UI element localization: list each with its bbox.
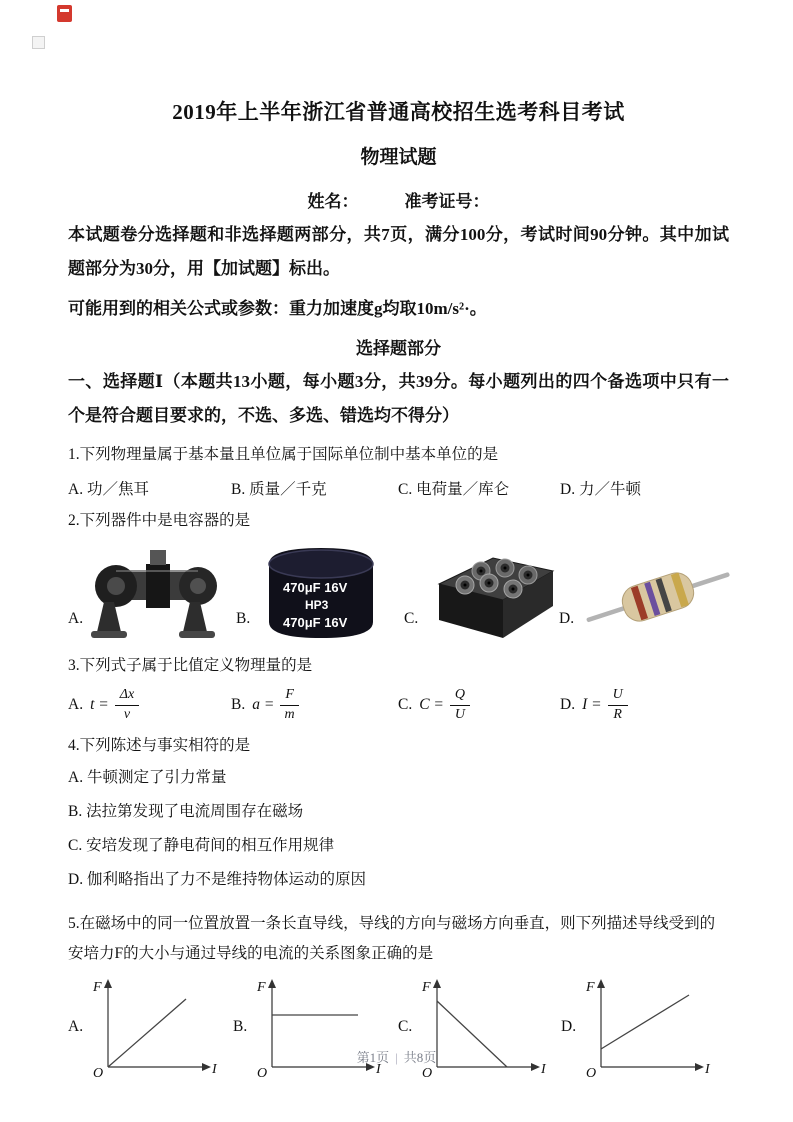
demo-motor-photo [88,540,226,644]
q2-option-c [404,544,559,644]
origin-label: O [93,1065,104,1077]
fraction-denominator: R [613,706,622,722]
q5-option-c-label: C. [398,1017,413,1035]
footer-current-page: 第1页 [356,1050,390,1065]
fraction-numerator: U [608,687,628,706]
origin-label: O [422,1065,433,1077]
q3-option-a-label: A. [68,696,84,714]
q2-option-b [236,540,404,644]
q4-option-d: D. 伽利略指出了力不是维持物体运动的原因 [68,870,366,888]
formula-lhs: a = [252,696,275,714]
q3-option-a-formula [90,687,139,724]
q2-options-row [68,540,729,644]
q3-option-a [68,687,231,724]
exam-id-label: 准考证号： [404,192,490,211]
q2-option-b-label: B. [236,610,251,627]
part1-header: 一、选择题Ⅰ（本题共13小题，每小题3分，共39分。每小题列出的四个备选项中只有一个是符合题目要求的，不选、多选、错选均不得分） [68,372,729,425]
page-title: 2019年上半年浙江省普通高校招生选考科目考试 [172,100,625,124]
electrolytic-capacitor-photo [255,540,387,644]
formula-fraction [115,687,139,724]
q3-option-d-formula [582,687,628,724]
resistor-photo [579,550,737,644]
q5-stem: 5.在磁场中的同一位置放置一条长直导线，导线的方向与磁场方向垂直，则下列描述导线受到的安培力F的大小与通过导线的电流的关系图象正确的是 [68,914,716,962]
q3-option-d-label: D. [560,696,576,714]
q2-option-d [559,550,737,644]
q3-option-d [560,687,729,724]
formula-note: 可能用到的相关公式或参数：重力加速度g均取10m/s²·。 [68,299,487,318]
gray-page-icon [32,36,45,49]
origin-label: O [257,1065,268,1077]
q3-option-c [398,687,560,724]
q1-option-b: B. 质量／千克 [231,481,327,498]
q3-options-row [68,687,729,724]
y-axis-label: F [422,979,431,995]
x-axis-label: I [541,1061,546,1077]
fraction-numerator: Q [450,687,470,706]
y-axis-label: F [257,979,266,995]
q1-option-c: C. 电荷量／库仑 [398,481,510,498]
fraction-denominator: U [454,706,466,722]
q2-option-a [68,540,236,644]
q4-option-a: A. 牛顿测定了引力常量 [68,768,227,786]
q3-option-b [231,687,398,724]
section-header: 选择题部分 [356,339,441,358]
x-axis-label: I [705,1061,710,1077]
footer-separator: | [395,1050,398,1065]
formula-lhs: t = [90,696,109,714]
q5-option-b-label: B. [233,1017,248,1035]
q3-option-b-label: B. [231,696,246,714]
q3-option-b-formula [252,687,299,724]
name-label: 姓名： [307,192,359,211]
fraction-numerator: F [280,687,299,706]
document-content [68,96,729,1077]
candidate-info-row [68,187,729,212]
q2-stem: 2.下列器件中是电容器的是 [68,512,251,529]
q3-stem: 3.下列式子属于比值定义物理量的是 [68,657,313,674]
red-bookmark-icon [57,5,72,22]
terminal-box-photo [423,544,557,644]
q2-option-a-label: A. [68,610,84,627]
capacitor-print-line-1: 470μF 16V [283,580,348,595]
capacitor-print-line-2: HP3 [305,598,329,612]
y-axis-label: F [586,979,595,995]
fraction-denominator: v [123,706,131,722]
q3-option-c-formula [419,687,470,724]
q1-stem: 1.下列物理量属于基本量且单位属于国际单位制中基本单位的是 [68,446,499,463]
formula-lhs: I = [582,696,602,714]
q2-option-c-label: C. [404,610,419,627]
q4-option-c: C. 安培发现了静电荷间的相互作用规律 [68,836,335,854]
capacitor-print-line-3: 470μF 16V [283,615,348,630]
formula-fraction [608,687,628,724]
q1-option-d: D. 力／牛顿 [560,481,641,498]
x-axis-label: I [212,1061,217,1077]
q5-option-a-label: A. [68,1017,84,1035]
q1-options-row [68,477,729,499]
formula-lhs: C = [419,696,444,714]
q3-option-c-label: C. [398,696,413,714]
footer-total-pages: 共8页 [403,1050,437,1065]
formula-fraction [450,687,470,724]
origin-label: O [586,1065,597,1077]
fraction-numerator: Δx [115,687,139,706]
exam-instructions: 本试题卷分选择题和非选择题两部分，共7页，满分100分，考试时间90分钟。其中加试题部分为30分，用【加试题】标出。 [68,225,729,278]
q4-option-b: B. 法拉第发现了电流周围存在磁场 [68,802,304,820]
q1-option-a: A. 功／焦耳 [68,481,149,498]
page-subtitle: 物理试题 [360,147,437,168]
y-axis-label: F [93,979,102,995]
q4-stem: 4.下列陈述与事实相符的是 [68,736,251,754]
page-footer [0,1047,793,1066]
fraction-denominator: m [284,706,295,722]
q5-option-d-label: D. [561,1017,577,1035]
formula-fraction [280,687,299,724]
x-axis-label: I [376,1061,381,1077]
q2-option-d-label: D. [559,610,575,627]
